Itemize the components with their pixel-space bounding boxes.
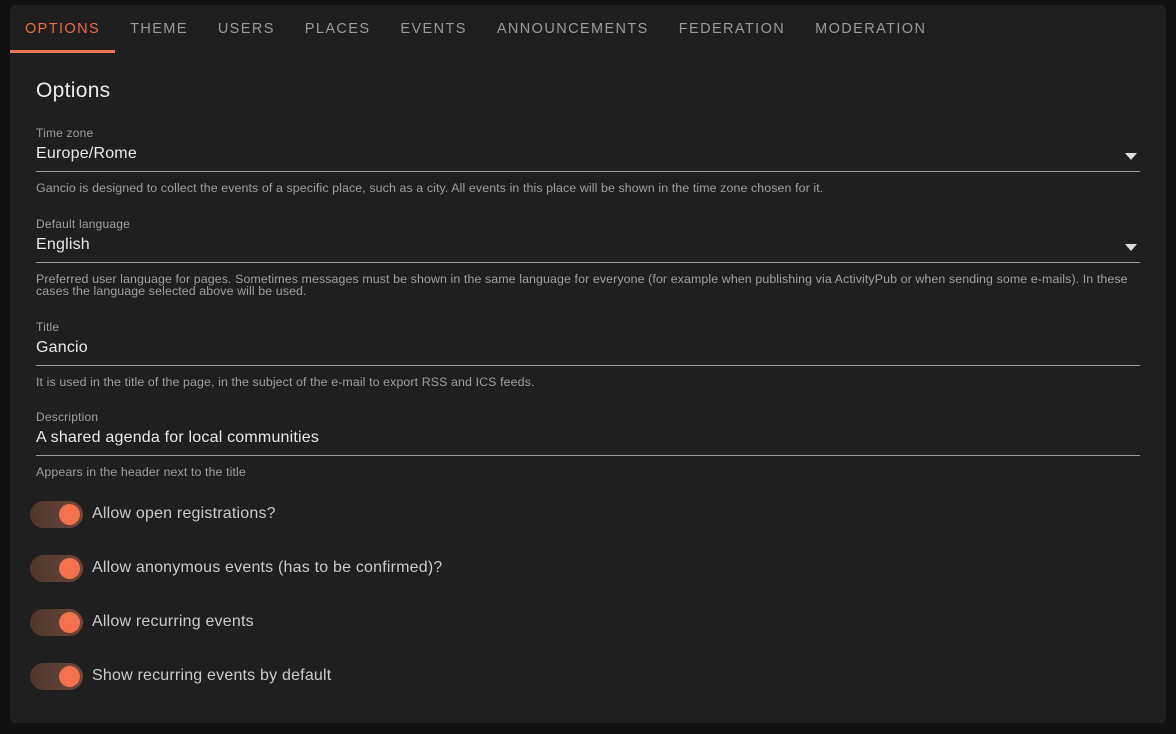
tab-options-label: OPTIONS: [25, 21, 101, 37]
default-language-label: Default language: [36, 216, 130, 231]
allow-recurring-events-toggle[interactable]: [30, 609, 83, 636]
description-hint: Appears in the header next to the title: [36, 465, 246, 479]
tab-moderation[interactable]: [800, 5, 941, 53]
show-recurring-events-toggle[interactable]: [30, 663, 83, 690]
title-label: Title: [36, 319, 60, 334]
toggle-knob: [59, 504, 80, 525]
allow-open-registrations-label: Allow open registrations?: [92, 505, 276, 522]
tab-announcements[interactable]: [482, 5, 664, 53]
toggle-knob: [59, 612, 80, 633]
tab-places-label: PLACES: [304, 21, 371, 37]
toggle-row-show-recurring: [30, 663, 1140, 690]
timezone-select[interactable]: [36, 140, 1140, 172]
tab-events-label: EVENTS: [400, 21, 467, 37]
tab-users[interactable]: [203, 5, 290, 53]
default-language-field: [36, 217, 1140, 298]
timezone-label: Time zone: [36, 126, 94, 140]
description-field: [36, 410, 1140, 479]
timezone-hint: Gancio is designed to collect the events of a specific place, such as a city. All events in this place will be shown in the time zone chosen for it.: [36, 181, 824, 195]
tab-theme[interactable]: [115, 5, 203, 53]
toggle-knob: [59, 666, 80, 687]
title-input-wrap: [36, 334, 1140, 366]
timezone-value: Europe/Rome: [36, 145, 137, 162]
title-field: [36, 320, 1140, 389]
chevron-down-icon: [1125, 244, 1137, 251]
toggle-row-recurring-events: [30, 609, 1140, 636]
title-input[interactable]: [36, 338, 1140, 358]
allow-recurring-events-label: Allow recurring events: [92, 613, 254, 630]
options-panel: [10, 53, 1166, 690]
default-language-select[interactable]: [36, 231, 1140, 263]
admin-tab-bar: [10, 5, 1166, 53]
toggle-row-anonymous-events: [30, 555, 1140, 582]
default-language-value: English: [36, 235, 90, 253]
tab-theme-label: THEME: [130, 21, 188, 37]
tab-users-label: USERS: [217, 21, 275, 37]
tab-federation-label: FEDERATION: [678, 21, 786, 37]
description-label: Description: [36, 410, 99, 424]
tab-announcements-label: ANNOUNCEMENTS: [496, 21, 649, 37]
default-language-hint: Preferred user language for pages. Sometimes messages must be shown in the same language for everyone (for example when publishing via ActivityPub or when sending some e-mails). In these cases the language selected above will be used.: [36, 271, 1128, 298]
tab-events[interactable]: [385, 5, 481, 53]
tab-options[interactable]: [10, 5, 115, 53]
chevron-down-icon: [1125, 153, 1137, 160]
description-input[interactable]: [36, 428, 1140, 448]
page-title: Options: [36, 79, 111, 102]
toggle-knob: [59, 558, 80, 579]
description-input-wrap: [36, 424, 1140, 456]
allow-anonymous-events-toggle[interactable]: [30, 555, 83, 582]
admin-settings-card: [10, 5, 1166, 723]
title-hint: It is used in the title of the page, in the subject of the e-mail to export RSS and ICS feeds.: [36, 374, 535, 389]
toggle-row-open-registrations: [30, 501, 1140, 528]
allow-anonymous-events-label: Allow anonymous events (has to be confirmed)?: [92, 559, 443, 576]
allow-open-registrations-toggle[interactable]: [30, 501, 83, 528]
timezone-field: [36, 126, 1140, 195]
show-recurring-events-label: Show recurring events by default: [92, 667, 332, 684]
tab-federation[interactable]: [664, 5, 800, 53]
tab-moderation-label: MODERATION: [815, 21, 927, 37]
tab-places[interactable]: [290, 5, 386, 53]
